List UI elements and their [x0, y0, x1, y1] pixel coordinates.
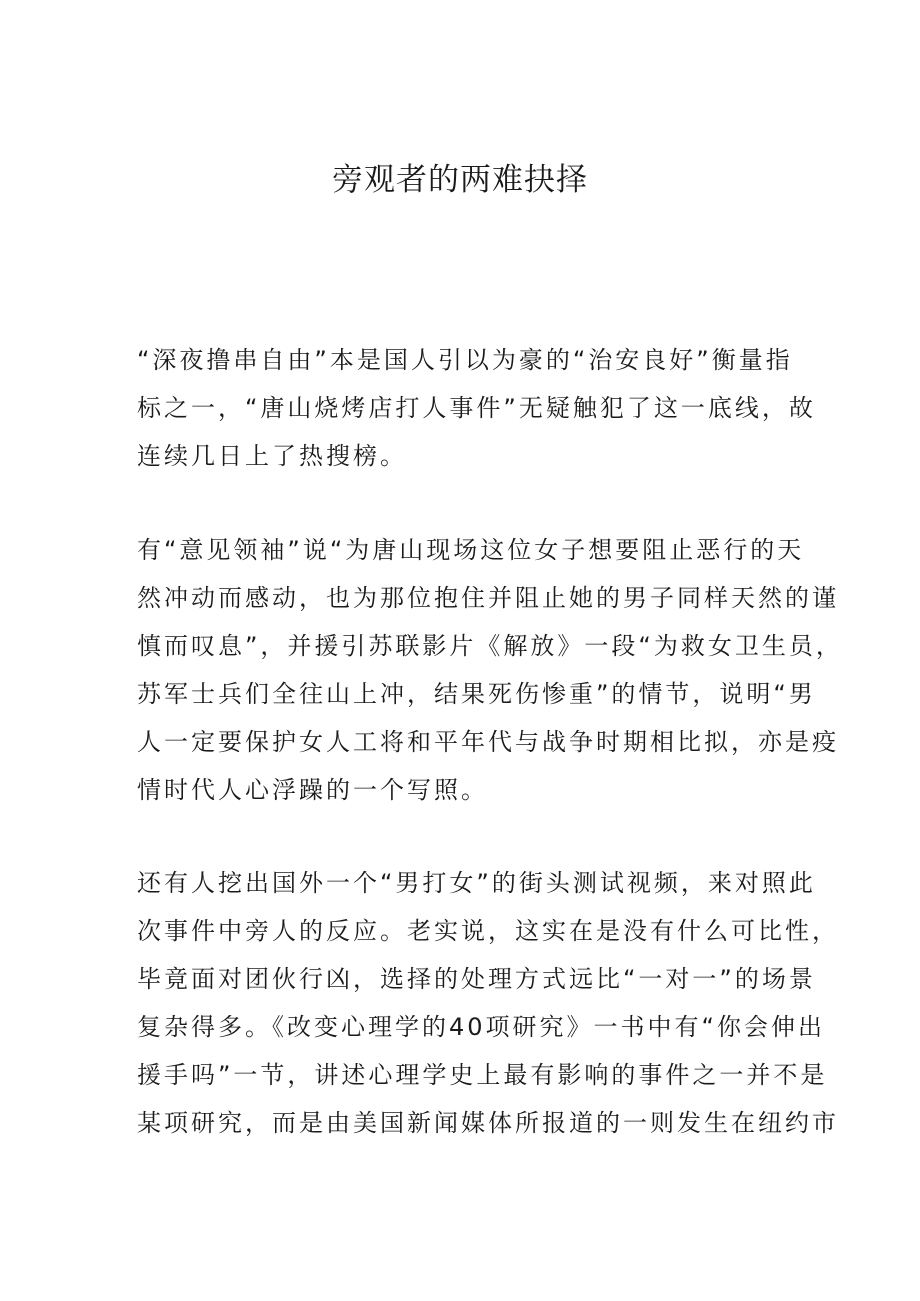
text-line: 然冲动而感动，也为那位抱住并阻止她的男子同样天然的谨: [137, 584, 839, 612]
paragraph-2: [137, 526, 843, 814]
text-line: 慎而叹息”，并援引苏联影片《解放》一段“为救女卫生员，: [137, 632, 843, 660]
text-line: 某项研究，而是由美国新闻媒体所报道的一则发生在纽约市: [137, 1109, 839, 1137]
text-line: 情时代人心浮躁的一个写照。: [137, 776, 488, 804]
text-line: 苏军士兵们全往山上冲，结果死伤惨重”的情节，说明“男: [137, 680, 816, 708]
text-line: 次事件中旁人的反应。老实说，这实在是没有什么可比性，: [137, 917, 839, 945]
page-title: 旁观者的两难抉择: [332, 162, 588, 198]
text-line: 标之一，“唐山烧烤店打人事件”无疑触犯了这一底线，故: [137, 394, 816, 422]
paragraph-3: [137, 859, 839, 1147]
text-line: 复杂得多。《改变心理学的40项研究》一书中有“你会伸出: [137, 1013, 825, 1041]
text-line: 毕竟面对团伙行凶，选择的处理方式远比“一对一”的场景: [137, 965, 816, 993]
text-line: 有“意见领袖”说“为唐山现场这位女子想要阻止恶行的天: [137, 536, 805, 564]
text-line: 援手吗”一节，讲述心理学史上最有影响的事件之一并不是: [137, 1061, 828, 1089]
text-line: “深夜撸串自由”本是国人引以为豪的“治安良好”衡量指: [137, 346, 793, 374]
text-line: 连续几日上了热搜榜。: [137, 442, 407, 470]
text-line: 还有人挖出国外一个“男打女”的街头测试视频，来对照此: [137, 869, 816, 897]
text-line: 人一定要保护女人工将和平年代与战争时期相比拟，亦是疫: [137, 728, 839, 756]
paragraph-1: [137, 336, 816, 480]
